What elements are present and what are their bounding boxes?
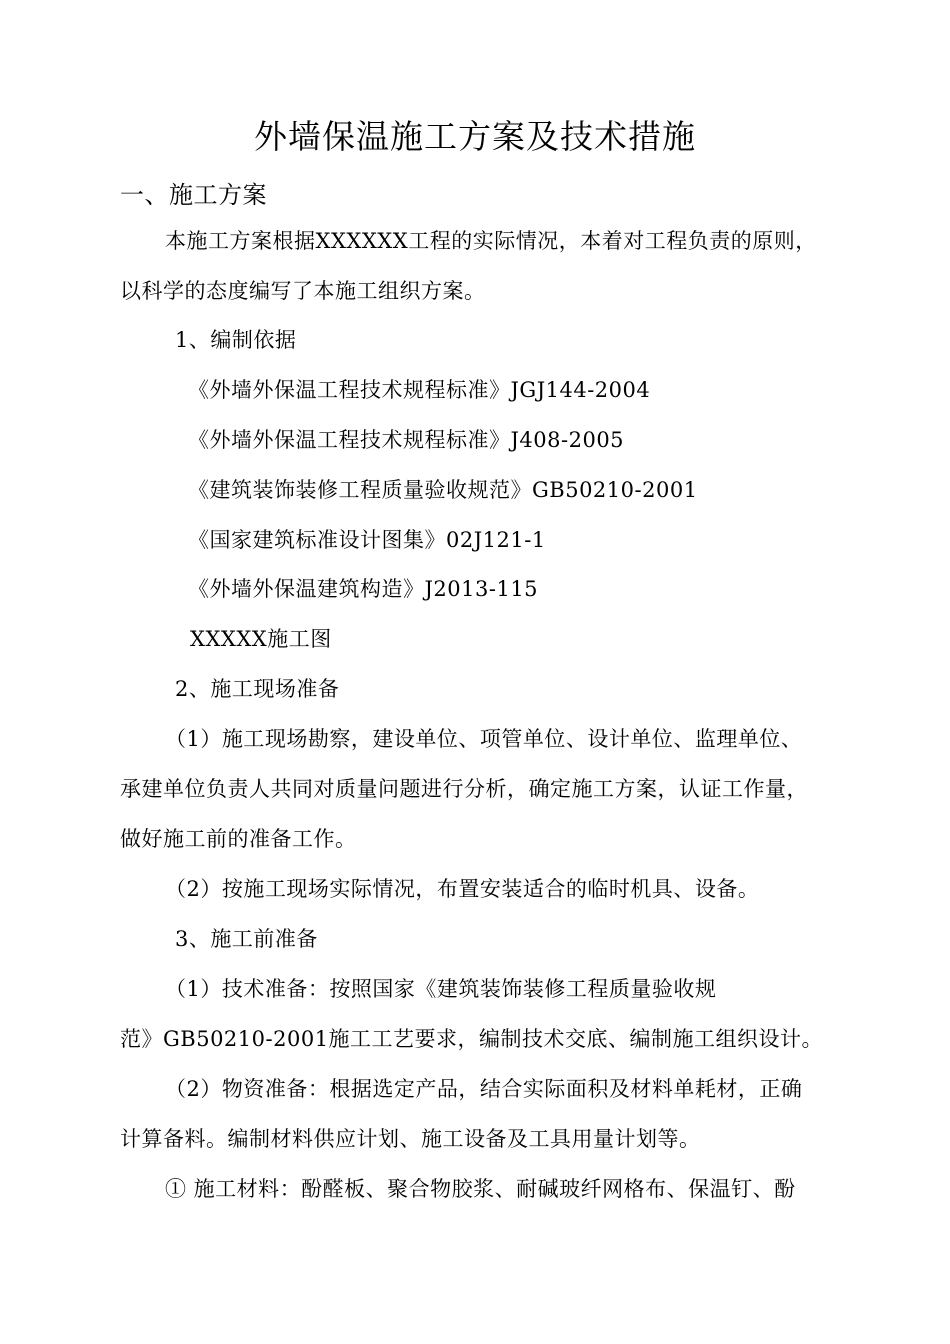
paragraph-line: （2）物资准备：根据选定产品，结合实际面积及材料单耗材，正确 <box>165 1077 803 1101</box>
paragraph-line: （1）技术准备：按照国家《建筑装饰装修工程质量验收规 <box>165 977 717 1001</box>
section-heading: 一、施工方案 <box>120 181 267 209</box>
paragraph-line: 以科学的态度编写了本施工组织方案。 <box>120 279 486 303</box>
paragraph-line: 范》GB50210-2001施工工艺要求，编制技术交底、编制施工组织设计。 <box>120 1027 824 1051</box>
basis-item: 《建筑装饰装修工程质量验收规范》GB50210-2001 <box>188 478 698 502</box>
paragraph-line: 本施工方案根据XXXXXX工程的实际情况，本着对工程负责的原则， <box>165 229 817 253</box>
paragraph-line: （2）按施工现场实际情况，布置安装适合的临时机具、设备。 <box>165 877 760 901</box>
subsection-heading: 1、编制依据 <box>175 328 297 352</box>
subsection-heading: 3、施工前准备 <box>175 927 318 951</box>
paragraph-line: 计算备料。编制材料供应计划、施工设备及工具用量计划等。 <box>120 1127 701 1151</box>
paragraph-line: 承建单位负责人共同对质量问题进行分析，确定施工方案，认证工作量， <box>120 777 808 801</box>
paragraph-line: ① 施工材料：酚醛板、聚合物胶浆、耐碱玻纤网格布、保温钉、酚 <box>165 1177 796 1201</box>
basis-item: XXXXX施工图 <box>190 627 332 651</box>
subsection-heading: 2、施工现场准备 <box>175 677 340 701</box>
document-title: 外墙保温施工方案及技术措施 <box>254 117 696 156</box>
basis-item: 《外墙外保温工程技术规程标准》JGJ144-2004 <box>188 378 651 402</box>
basis-item: 《外墙外保温工程技术规程标准》J408-2005 <box>188 428 625 452</box>
basis-item: 《国家建筑标准设计图集》02J121-1 <box>188 528 546 552</box>
paragraph-line: 做好施工前的准备工作。 <box>120 827 357 851</box>
basis-item: 《外墙外保温建筑构造》J2013-115 <box>188 577 539 601</box>
paragraph-line: （1）施工现场勘察，建设单位、项管单位、设计单位、监理单位、 <box>165 727 803 751</box>
